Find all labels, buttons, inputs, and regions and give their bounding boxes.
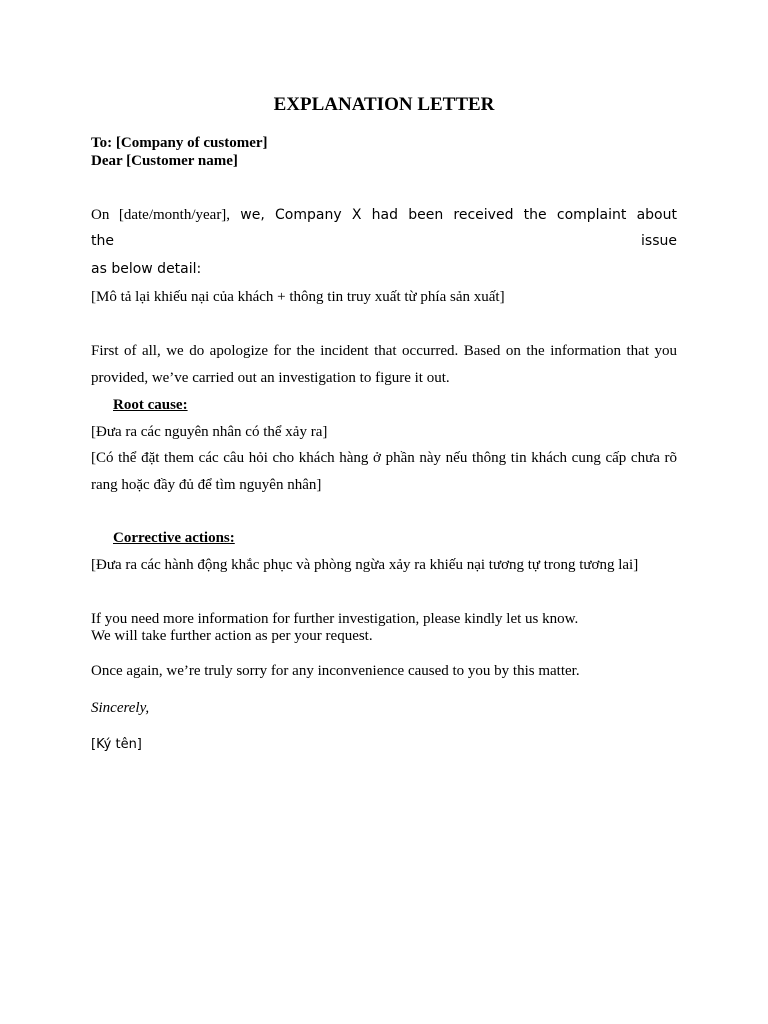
intro-line-2-right: issue [641,233,677,249]
intro-text: we, Company X had been received the complaint about [230,207,677,223]
intro-date: On [date/month/year], [91,207,231,223]
root-cause-item-2-line-2: rang hoặc đầy đủ để tìm nguyên nhân] [91,477,322,493]
to-line: To: [Company of customer] [91,135,268,151]
dear-line: Dear [Customer name] [91,153,238,169]
root-cause-heading: Root cause: [113,397,188,413]
letter-title: EXPLANATION LETTER [273,94,495,115]
intro-line-2-left: the [91,233,114,249]
complaint-placeholder: [Mô tả lại khiếu nại của khách + thông tin truy xuất từ phía sản xuất] [91,289,505,305]
closing-line-2: We will take further action as per your request. [91,628,373,644]
intro-line-3: as below detail: [91,261,202,277]
apology-line-2: provided, we’ve carried out an investigation to figure it out. [91,370,450,386]
closing-line-1: If you need more information for further investigation, please kindly let us know. [91,611,579,627]
corrective-heading: Corrective actions: [113,530,235,546]
signature-placeholder: [Ký tên] [91,737,142,752]
root-cause-item-1: [Đưa ra các nguyên nhân có thể xảy ra] [91,424,328,440]
sincerely: Sincerely, [91,700,150,716]
apology-line-1: First of all, we do apologize for the incident that occurred. Based on the information that you [91,343,677,359]
closing-line-3: Once again, we’re truly sorry for any inconvenience caused to you by this matter. [91,663,580,679]
root-cause-item-2-line-1: [Có thể đặt them các câu hỏi cho khách hàng ở phần này nếu thông tin khách cung cấp chưa rõ [91,450,677,466]
corrective-item-1: [Đưa ra các hành động khắc phục và phòng ngừa xảy ra khiếu nại tương tự trong tương lai] [91,557,639,573]
intro-line-1 [91,206,677,242]
